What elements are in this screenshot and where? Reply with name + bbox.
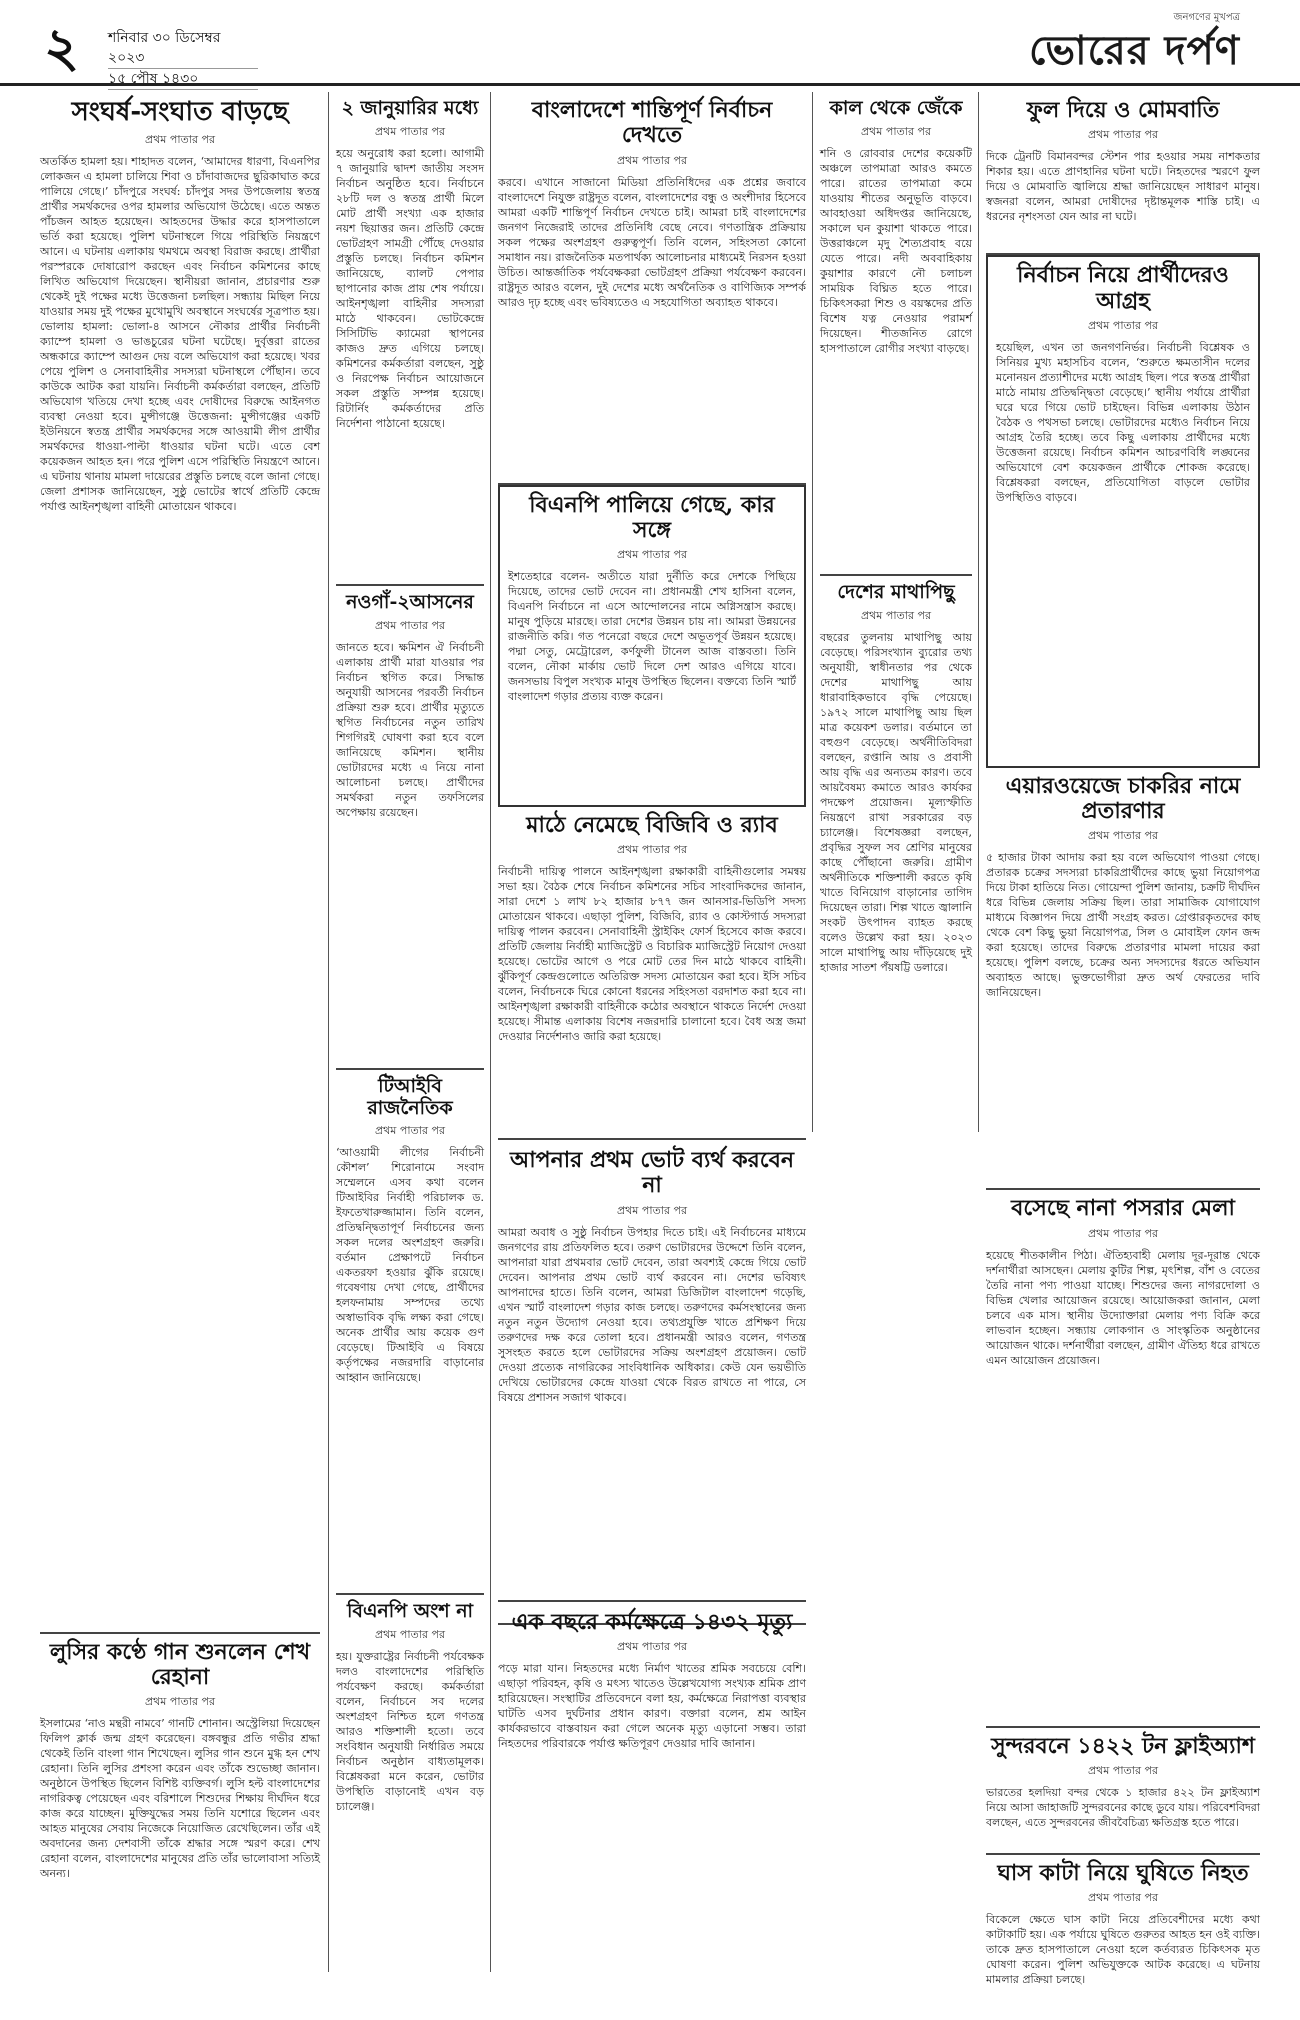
story-flowers-candles	[986, 92, 1260, 255]
story-body: ইসলামের ‘নাও মন্থরী নামবে’ গানটি শোনান। অস্ট্রেলিয়া দিয়েছেন ফিলিপ ক্লার্ক জন্ম গ্রহণ করেছেন। বঙ্গবন্ধুর প্রতি গভীর শ্রদ্ধা থেকেই তিনি বাংলা গান শিখেছেন। লুসির গান শুনে মুগ্ধ হন শেখ রেহানা। তিনি লুসির প্রশংসা করেন এবং তাঁকে শুভেচ্ছা জানান। অনুষ্ঠানে উপস্থিত ছিলেন বিশিষ্ট ব্যক্তিবর্গ। লুসি হল্ট বাংলাদেশের নাগরিকত্ব পেয়েছেন এবং বরিশালে শিশুদের শিক্ষায় দীর্ঘদিন ধরে কাজ করে যাচ্ছেন। মুক্তিযুদ্ধের সময় তিনি যশোরে ছিলেন এবং আহত মানুষের সেবায় নিজেকে নিয়োজিত রেখেছিলেন। তাঁর এই অবদানের জন্য দেশবাসী তাঁকে শ্রদ্ধার সঙ্গে স্মরণ করে। শেখ রেহানা বলেন, বাংলাদেশের মানুষের প্রতি তাঁর ভালোবাসা সত্যিই অনন্য।	[40, 1717, 320, 1881]
story-body: হয়েছে শীতকালীন পিঠা। ঐতিহ্যবাহী মেলায় দূর-দূরান্ত থেকে দর্শনার্থীরা আসছেন। মেলায় কুটির শিল্প, মৃৎশিল্প, বাঁশ ও বেতের তৈরি নানা পণ্য পাওয়া যাচ্ছে। শিশুদের জন্য নাগরদোলা ও বিভিন্ন খেলার আয়োজন রয়েছে। আয়োজকরা জানান, মেলা চলবে এক মাস। স্থানীয় উদ্যোক্তারা মেলায় পণ্য বিক্রি করে লাভবান হচ্ছেন। সন্ধ্যায় লোকগান ও সাংস্কৃতিক অনুষ্ঠানের আয়োজন থাকে। দর্শনার্থীরা বলছেন, গ্রামীণ ঐতিহ্য ধরে রাখতে এমন আয়োজন প্রয়োজন।	[986, 1248, 1260, 1367]
story-headline: ফুল দিয়ে ও মোমবাতি	[1026, 97, 1220, 123]
story-continuation: প্রথম পাতার পর	[616, 1640, 688, 1654]
story-body: হয়েছিল, এখন তা জনগণনির্ভর। নির্বাচনী বিশ্লেষক ও সিনিয়র মুখ্য মহাসচিব বলেন, ‘শুরুতে ক্ষমতাসীন দলের মনোনয়ন প্রত্যাশীদের মধ্যে আগ্রহ ছিল। পরে স্বতন্ত্র প্রার্থীরা মাঠে নামায় প্রতিদ্বন্দ্বিতা বেড়েছে।’ স্থানীয় পর্যায়ে প্রার্থীরা ঘরে ঘরে গিয়ে ভোট চাইছেন। বিভিন্ন এলাকায় উঠান বৈঠক ও পথসভা চলছে। ভোটারদের মধ্যেও নির্বাচন নিয়ে আগ্রহ তৈরি হচ্ছে। তবে কিছু এলাকায় প্রার্থীদের মধ্যে উত্তেজনা রয়েছে। নির্বাচন কমিশন আচরণবিধি লঙ্ঘনের অভিযোগে বেশ কয়েকজন প্রার্থীকে শোকজ করেছে। বিশ্লেষকরা বলছেন, প্রতিযোগিতা বাড়লে ভোটার উপস্থিতিও বাড়বে।	[996, 340, 1250, 504]
story-headline: কাল থেকে জেঁকে	[829, 97, 963, 119]
story-headline: এক বছরে কর্মক্ষেত্রে ১৪৩২ মৃত্যু	[511, 1609, 793, 1635]
story-airways-fraud	[986, 768, 1260, 1191]
story-headline: মাঠে নেমেছে বিজিবি ও র‌্যাব	[526, 812, 778, 839]
story-continuation: প্রথম পাতার পর	[374, 1628, 446, 1642]
story-continuation: প্রথম পাতার পর	[860, 608, 932, 622]
story-body: বিকেলে ক্ষেতে ঘাস কাটা নিয়ে প্রতিবেশীদের মধ্যে কথা কাটাকাটি হয়। এক পর্যায়ে ঘুষিতে গুরুতর আহত হন ওই ব্যক্তি। তাকে দ্রুত হাসপাতালে নেওয়া হলে কর্তব্যরত চিকিৎসক মৃত ঘোষণা করেন। পুলিশ অভিযুক্তকে আটক করেছে। এ ঘটনায় মামলার প্রক্রিয়া চলছে।	[986, 1913, 1260, 1987]
story-body: ৫ হাজার টাকা আদায় করা হয় বলে অভিযোগ পাওয়া গেছে। প্রতারক চক্রের সদস্যরা চাকরিপ্রার্থীদের কাছে ভুয়া নিয়োগপত্র দিয়ে টাকা হাতিয়ে নিত। গোয়েন্দা পুলিশ জানায়, চক্রটি দীর্ঘদিন ধরে বিভিন্ন জেলায় সক্রিয় ছিল। তারা সামাজিক যোগাযোগ মাধ্যমে বিজ্ঞাপন দিয়ে প্রার্থী সংগ্রহ করত। গ্রেপ্তারকৃতদের কাছ থেকে বেশ কিছু ভুয়া নিয়োগপত্র, সিল ও মোবাইল ফোন জব্দ করা হয়েছে। তাদের বিরুদ্ধে প্রতারণার মামলা দায়ের করা হয়েছে। পুলিশ বলছে, চক্রের অন্য সদস্যদের ধরতে অভিযান অব্যাহত আছে। ভুক্তভোগীরা দ্রুত অর্থ ফেরতের দাবি জানিয়েছেন।	[986, 851, 1260, 1000]
story-continuation: প্রথম পাতার পর	[1087, 1764, 1159, 1778]
story-body: নির্বাচনী দায়িত্ব পালনে আইনশৃঙ্খলা রক্ষাকারী বাহিনীগুলোর সমন্বয় সভা হয়। বৈঠক শেষে নির্বাচন কমিশনের সচিব সাংবাদিকদের জানান, সারা দেশে ১ লাখ ৮২ হাজার ৮৭৭ জন আনসার-ভিডিপি সদস্য মোতায়েন থাকবে। এছাড়া পুলিশ, বিজিবি, র‌্যাব ও কোস্টগার্ড সদস্যরা দায়িত্ব পালন করবেন। সেনাবাহিনী স্ট্রাইকিং ফোর্স হিসেবে কাজ করবে। প্রতিটি জেলায় নির্বাহী ম্যাজিস্ট্রেট ও বিচারিক ম্যাজিস্ট্রেট নিয়োগ দেওয়া হয়েছে। ভোটের আগে ও পরে মোট তের দিন মাঠে থাকবে বাহিনী। ঝুঁকিপূর্ণ কেন্দ্রগুলোতে অতিরিক্ত সদস্য মোতায়েন করা হবে। ইসি সচিব বলেন, নির্বাচনকে ঘিরে কোনো ধরনের সহিংসতা বরদাশত করা হবে না। আইনশৃঙ্খলা রক্ষাকারী বাহিনীকে কঠোর অবস্থানে থাকতে নির্দেশ দেওয়া হয়েছে। সীমান্ত এলাকায় বিশেষ নজরদারি চালানো হবে। বৈধ অস্ত্র জমা দেওয়ার নির্দেশনাও জারি করা হয়েছে।	[498, 865, 806, 1044]
story-candidates-interest	[986, 255, 1260, 768]
story-continuation: প্রথম পাতার পর	[616, 1203, 688, 1217]
story-sangharsha	[40, 92, 320, 1634]
brand-tagline: জনগণের মুখপত্র	[1173, 12, 1240, 23]
story-body: ইশতেহারে বলেন- অতীতে যারা দুর্নীতি করে দেশকে পিছিয়ে দিয়েছে, তাদের ভোট দেবেন না। প্রধানমন্ত্রী শেখ হাসিনা বলেন, বিএনপি নির্বাচনে না এসে আন্দোলনের নামে অগ্নিসন্ত্রাস করছে। মানুষ পুড়িয়ে মারছে। তারা দেশের উন্নয়ন চায় না। আমরা উন্নয়নের রাজনীতি করি। গত পনেরো বছরে দেশে অভূতপূর্ব উন্নয়ন হয়েছে। পদ্মা সেতু, মেট্রোরেল, কর্ণফুলী টানেল আজ বাস্তবতা। তিনি বলেন, নৌকা মার্কায় ভোট দিলে দেশ আরও এগিয়ে যাবে। জনসভায় বিপুল সংখ্যক মানুষ উপস্থিত ছিলেন। বক্তব্যে তিনি স্মার্ট বাংলাদেশ গড়ার প্রত্যয় ব্যক্ত করেন।	[508, 570, 796, 704]
story-body: বছরের তুলনায় মাথাপিছু আয় বেড়েছে। পরিসংখ্যান ব্যুরোর তথ্য অনুযায়ী, স্বাধীনতার পর থেকে দেশের মাথাপিছু আয় ধারাবাহিকভাবে বৃদ্ধি পেয়েছে। ১৯৭২ সালে মাথাপিছু আয় ছিল মাত্র কয়েকশ ডলার। বর্তমানে তা বহুগুণ বেড়েছে। অর্থনীতিবিদরা বলছেন, রপ্তানি আয় ও প্রবাসী আয় বৃদ্ধি এর অন্যতম কারণ। তবে আয়বৈষম্য কমাতে আরও কার্যকর পদক্ষেপ প্রয়োজন। মূল্যস্ফীতি নিয়ন্ত্রণে রাখা সরকারের বড় চ্যালেঞ্জ। বিশেষজ্ঞরা বলছেন, প্রবৃদ্ধির সুফল সব শ্রেণির মানুষের কাছে পৌঁছানো জরুরি। গ্রামীণ অর্থনীতিকে শক্তিশালী করতে কৃষি খাতে বিনিয়োগ বাড়ানোর তাগিদ দিয়েছেন তারা। শিল্প খাতে জ্বালানি সংকট উৎপাদন ব্যাহত করছে বলেও উল্লেখ করা হয়। ২০২৩ সালে মাথাপিছু আয় দাঁড়িয়েছে দুই হাজার সাতশ পঁয়ষট্টি ডলারে।	[820, 630, 972, 974]
column-rule	[978, 92, 979, 1132]
story-body: পড়ে মারা যান। নিহতদের মধ্যে নির্মাণ খাতের শ্রমিক সবচেয়ে বেশি। এছাড়া পরিবহন, কৃষি ও মৎস্য খাতেও উল্লেখযোগ্য সংখ্যক শ্রমিক প্রাণ হারিয়েছেন। সংস্থাটির প্রতিবেদনে বলা হয়, কর্মক্ষেত্রে নিরাপত্তা ব্যবস্থার ঘাটতি এসব দুর্ঘটনার প্রধান কারণ। বক্তারা বলেন, শ্রম আইন কার্যকরভাবে বাস্তবায়ন করা গেলে অনেক মৃত্যু এড়ানো সম্ভব। তারা নিহতদের পরিবারকে পর্যাপ্ত ক্ষতিপূরণ দেওয়ার দাবি জানান।	[498, 1662, 806, 1751]
story-continuation: প্রথম পাতার পর	[144, 132, 216, 146]
story-peaceful-election	[498, 92, 806, 485]
story-headline: লুসির কণ্ঠে গান শুনলেন শেখ রেহানা	[49, 1638, 311, 1691]
date-box	[108, 28, 258, 90]
story-continuation: প্রথম পাতার পর	[374, 124, 446, 138]
column-1	[40, 92, 320, 1972]
story-headline: এয়ারওয়েজে চাকরির নামে প্রতারণার	[1005, 772, 1241, 825]
date-gregorian: শনিবার ৩০ ডিসেম্বর ২০২৩	[108, 28, 258, 69]
column-5	[986, 92, 1260, 1987]
story-headline: বাংলাদেশে শান্তিপূর্ণ নির্বাচন দেখতে	[531, 97, 773, 149]
story-continuation: প্রথম পাতার পর	[374, 1124, 446, 1138]
column-2	[336, 92, 484, 1972]
story-body: আমরা অবাধ ও সুষ্ঠু নির্বাচন উপহার দিতে চাই। এই নির্বাচনের মাধ্যমে জনগণের রায় প্রতিফলিত হবে। তরুণ ভোটারদের উদ্দেশে তিনি বলেন, আপনারা যারা প্রথমবার ভোট দেবেন, তারা অবশ্যই কেন্দ্রে গিয়ে ভোট দেবেন। আপনার প্রথম ভোট ব্যর্থ করবেন না। দেশের ভবিষ্যৎ আপনাদের হাতে। তিনি বলেন, আমরা ডিজিটাল বাংলাদেশ গড়েছি, এখন স্মার্ট বাংলাদেশ গড়ার কাজ চলছে। তরুণদের কর্মসংস্থানের জন্য নতুন নতুন উদ্যোগ নেওয়া হবে। তথ্যপ্রযুক্তি খাতে প্রশিক্ষণ দিয়ে তরুণদের দক্ষ করে তোলা হবে। প্রধানমন্ত্রী আরও বলেন, গণতন্ত্র সুসংহত করতে হলে ভোটারদের সক্রিয় অংশগ্রহণ প্রয়োজন। ভোট দেওয়া প্রত্যেক নাগরিকের সাংবিধানিক অধিকার। কেউ যেন ভয়ভীতি দেখিয়ে ভোটারদের কেন্দ্রে যাওয়া থেকে বিরত রাখতে না পারে, সে বিষয়ে প্রশাসন সজাগ থাকবে।	[498, 1225, 806, 1404]
story-body: ‘আওয়ামী লীগের নির্বাচনী কৌশল’ শিরোনামে সংবাদ সম্মেলনে এসব কথা বলেন টিআইবির নির্বাহী পরিচালক ড. ইফতেখারুজ্জামান। তিনি বলেন, প্রতিদ্বন্দ্বিতাপূর্ণ নির্বাচনের জন্য সকল দলের অংশগ্রহণ জরুরি। বর্তমান প্রেক্ষাপটে নির্বাচন একতরফা হওয়ার ঝুঁকি রয়েছে। গবেষণায় দেখা গেছে, প্রার্থীদের হলফনামায় সম্পদের তথ্যে অস্বাভাবিক বৃদ্ধি লক্ষ্য করা গেছে। অনেক প্রার্থীর আয় কয়েক গুণ বেড়েছে। টিআইবি এ বিষয়ে কর্তৃপক্ষের নজরদারি বাড়ানোর আহ্বান জানিয়েছে।	[336, 1146, 484, 1385]
story-january	[336, 92, 484, 586]
column-rule	[328, 92, 329, 1972]
story-bnp-participation	[336, 1595, 484, 1822]
story-continuation: প্রথম পাতার পর	[616, 548, 688, 562]
story-headline: বিএনপি অংশ না	[346, 1600, 474, 1623]
story-grass-cutting	[986, 1855, 1260, 2020]
story-tib	[336, 1070, 484, 1596]
story-headline: ২ জানুয়ারির মধ্যে	[341, 97, 479, 119]
column-rule	[490, 92, 491, 1972]
date-bengali: ১৫ পৌষ ১৪৩০	[108, 69, 258, 90]
column-4	[820, 92, 972, 1972]
story-body: ভারতের হলদিয়া বন্দর থেকে ১ হাজার ৪২২ টন ফ্লাইঅ্যাশ নিয়ে আসা জাহাজটি সুন্দরবনের কাছে ডুবে যায়। পরিবেশবিদরা বলছেন, এতে সুন্দরবনের জীববৈচিত্র্য ক্ষতিগ্রস্ত হতে পারে।	[986, 1786, 1260, 1830]
page-header	[0, 0, 1300, 86]
story-continuation: প্রথম পাতার পর	[1087, 128, 1159, 142]
newspaper-brand	[1000, 10, 1240, 75]
story-headline: ঘাস কাটা নিয়ে ঘুষিতে নিহত	[997, 1860, 1249, 1887]
story-fair	[986, 1190, 1260, 1727]
story-bgb-rab	[498, 807, 806, 1052]
story-continuation: প্রথম পাতার পর	[1087, 829, 1159, 843]
story-continuation: প্রথম পাতার পর	[374, 618, 446, 632]
story-lucy	[40, 1634, 320, 1890]
story-sundarbans	[986, 1728, 1260, 1855]
story-naogaon	[336, 586, 484, 1070]
column-3	[498, 92, 806, 1132]
story-body: দিকে ট্রেনটি বিমানবন্দর স্টেশন পার হওয়ার সময় নাশকতার শিকার হয়। এতে প্রাণহানির ঘটনা ঘটে। নিহতদের স্মরণে ফুল দিয়ে ও মোমবাতি জ্বালিয়ে শ্রদ্ধা জানিয়েছেন সাধারণ মানুষ। স্বজনরা বলেন, আমরা দোষীদের দৃষ্টান্তমূলক শাস্তি চাই। এ ধরনের নৃশংসতা যেন আর না ঘটে।	[986, 150, 1260, 224]
story-headline: আপনার প্রথম ভোট ব্যর্থ করবেন না	[510, 1147, 794, 1199]
brand-logo: ভোরের দর্পণ	[1029, 27, 1240, 74]
story-continuation: প্রথম পাতার পর	[144, 1695, 216, 1709]
story-headline: সুন্দরবনে ১৪২২ টন ফ্লাইঅ্যাশ	[991, 1732, 1255, 1759]
story-headline: নির্বাচন নিয়ে প্রার্থীদেরও আগ্রহ	[1017, 262, 1229, 314]
story-body: জানতে হবে। ক্ষমিশন ঐ নির্বাচনী এলাকায় প্রার্থী মারা যাওয়ার পর নির্বাচন স্থগিত করে। সিদ্ধান্ত অনুযায়ী আসনের পরবর্তী নির্বাচন প্রক্রিয়া শুরু হবে। প্রার্থীর মৃত্যুতে স্থগিত নির্বাচনের নতুন তারিখ শিগগিরই ঘোষণা করা হবে বলে জানিয়েছে কমিশন। স্থানীয় ভোটারদের মধ্যে এ নিয়ে নানা আলোচনা চলছে। প্রার্থীদের সমর্থকরা নতুন তফসিলের অপেক্ষায় রয়েছেন।	[336, 640, 484, 819]
story-headline: নওগাঁ-২আসনের	[346, 590, 474, 613]
story-body: হয়ে অনুরোধ করা হলো। আগামী ৭ জানুয়ারি দ্বাদশ জাতীয় সংসদ নির্বাচন অনুষ্ঠিত হবে। নির্বাচনে ২৮টি দল ও স্বতন্ত্র প্রার্থী মিলে মোট প্রার্থী সংখ্যা এক হাজার নয়শ ছিয়াত্তর জন। প্রতিটি কেন্দ্রে ভোটগ্রহণ সামগ্রী পৌঁছে দেওয়ার প্রস্তুতি চলছে। নির্বাচন কমিশন জানিয়েছে, ব্যালট পেপার ছাপানোর কাজ প্রায় শেষ পর্যায়ে। আইনশৃঙ্খলা বাহিনীর সদস্যরা মাঠে থাকবেন। ভোটকেন্দ্রে সিসিটিভি ক্যামেরা স্থাপনের কাজও দ্রুত এগিয়ে চলছে। কমিশনের কর্মকর্তারা বলছেন, সুষ্ঠু ও নিরপেক্ষ নির্বাচন আয়োজনে সকল প্রস্তুতি সম্পন্ন হয়েছে। রিটার্নিং কর্মকর্তাদের প্রতি নির্দেশনা পাঠানো হয়েছে।	[336, 146, 484, 430]
story-headline: টিআইবি রাজনৈতিক	[367, 1074, 453, 1119]
story-headline: বিএনপি পালিয়ে গেছে, কার সঙ্গে	[529, 491, 775, 543]
story-body: অতর্কিত হামলা হয়। শাহাদত বলেন, ‘আমাদের ধারণা, বিএনপির লোকজন এ হামলা চালিয়ে শিবা ও চাঁদাবাজদের ছুরিকাঘাত করে পালিয়ে গেছে।’ চাঁদপুরে সংঘর্ষ: চাঁদপুর সদর উপজেলায় স্বতন্ত্র প্রার্থীর সমর্থকদের ওপর হামলার অভিযোগ উঠেছে। এতে অন্তত পাঁচজন আহত হয়েছেন। আহতদের উদ্ধার করে হাসপাতালে ভর্তি করা হয়েছে। পুলিশ ঘটনাস্থলে গিয়ে পরিস্থিতি নিয়ন্ত্রণে আনে। এ ঘটনায় এলাকায় থমথমে অবস্থা বিরাজ করছে। প্রার্থীরা পরস্পরকে দোষারোপ করছেন এবং নির্বাচন কমিশনের কাছে লিখিত অভিযোগ দিয়েছেন। স্থানীয়রা জানান, প্রচারণার শুরু থেকেই দুই পক্ষের মধ্যে উত্তেজনা চলছিল। সন্ধ্যায় মিছিল নিয়ে যাওয়ার সময় দুই পক্ষের মুখোমুখি অবস্থানে সংঘর্ষের সূত্রপাত হয়। ভোলায় হামলা: ভোলা-৪ আসনে নৌকার প্রার্থীর নির্বাচনী ক্যাম্পে হামলা ও ভাঙচুরের ঘটনা ঘটেছে। দুর্বৃত্তরা রাতের অন্ধকারে ক্যাম্পে আগুন দেয় বলে অভিযোগ করা হয়েছে। খবর পেয়ে পুলিশ ও সেনাবাহিনীর সদস্যরা ঘটনাস্থলে পৌঁছান। তবে কাউকে আটক করা যায়নি। নির্বাচনী কর্মকর্তারা বলছেন, প্রতিটি অভিযোগ খতিয়ে দেখা হচ্ছে এবং দোষীদের বিরুদ্ধে আইনগত ব্যবস্থা নেওয়া হবে। মুন্সীগঞ্জে উত্তেজনা: মুন্সীগঞ্জের একটি ইউনিয়নে স্বতন্ত্র প্রার্থীর সমর্থকদের সঙ্গে আওয়ামী লীগ প্রার্থীর সমর্থকদের ধাওয়া-পাল্টা ধাওয়ার ঘটনা ঘটে। এতে বেশ কয়েকজন আহত হন। পরে পুলিশ এসে পরিস্থিতি নিয়ন্ত্রণে আনে। এ ঘটনায় থানায় মামলা দায়েরের প্রস্তুতি চলছে বলে জানা গেছে। জেলা প্রশাসক জানিয়েছেন, সুষ্ঠু ভোটের স্বার্থে প্রতিটি কেন্দ্রে পর্যাপ্ত আইনশৃঙ্খলা বাহিনী মোতায়েন থাকবে।	[40, 154, 320, 513]
story-cold	[820, 92, 972, 576]
story-workplace-deaths	[498, 1600, 806, 1969]
story-headline: সংঘর্ষ-সংঘাত বাড়ছে	[71, 97, 289, 127]
story-bnp-fled	[498, 485, 806, 808]
page-number: ২	[44, 15, 80, 79]
story-body: করবে। এখানে সাজানো মিডিয়া প্রতিনিধিদের এক প্রশ্নের জবাবে বাংলাদেশে নিযুক্ত রাষ্ট্রদূত বলেন, বাংলাদেশের বন্ধু ও অংশীদার হিসেবে আমরা একটি শান্তিপূর্ণ নির্বাচন দেখতে চাই। আমরা চাই বাংলাদেশের জনগণ নিজেরাই তাদের প্রতিনিধি বেছে নেবে। গণতান্ত্রিক প্রক্রিয়ায় সকল পক্ষের অংশগ্রহণ গুরুত্বপূর্ণ। তিনি বলেন, সহিংসতা কোনো সমাধান নয়। রাজনৈতিক মতপার্থক্য আলোচনার মাধ্যমেই নিরসন হওয়া উচিত। আন্তর্জাতিক পর্যবেক্ষকরা ভোটগ্রহণ প্রক্রিয়া পর্যবেক্ষণ করবেন। রাষ্ট্রদূত আরও বলেন, দুই দেশের মধ্যে অর্থনৈতিক ও বাণিজ্যিক সম্পর্ক আরও দৃঢ় হচ্ছে এবং ভবিষ্যতেও এ সহযোগিতা অব্যাহত থাকবে।	[498, 175, 806, 309]
story-continuation: প্রথম পাতার পর	[1087, 318, 1159, 332]
story-continuation: প্রথম পাতার পর	[1087, 1891, 1159, 1905]
story-body: শনি ও রোববার দেশের কয়েকটি অঞ্চলে তাপমাত্রা আরও কমতে পারে। রাতের তাপমাত্রা কমে যাওয়ায় শীতের অনুভূতি বাড়বে। আবহাওয়া অধিদপ্তর জানিয়েছে, সকালে ঘন কুয়াশা থাকতে পারে। উত্তরাঞ্চলে মৃদু শৈত্যপ্রবাহ বয়ে যেতে পারে। নদী অববাহিকায় কুয়াশার কারণে নৌ চলাচল সাময়িক বিঘ্নিত হতে পারে। চিকিৎসকরা শিশু ও বয়স্কদের প্রতি বিশেষ যত্ন নেওয়ার পরামর্শ দিয়েছেন। শীতজনিত রোগে হাসপাতালে রোগীর সংখ্যা বাড়ছে।	[820, 146, 972, 355]
story-headline: দেশের মাথাপিছু	[837, 580, 955, 603]
story-continuation: প্রথম পাতার পর	[616, 843, 688, 857]
story-first-vote	[498, 1138, 806, 1625]
story-continuation: প্রথম পাতার পর	[1087, 1226, 1159, 1240]
story-body: হয়। যুক্তরাষ্ট্রের নির্বাচনী পর্যবেক্ষক দলও বাংলাদেশের পরিস্থিতি পর্যবেক্ষণ করছে। কর্মকর্তারা বলেন, নির্বাচনে সব দলের অংশগ্রহণ নিশ্চিত হলে গণতন্ত্র আরও শক্তিশালী হতো। তবে সংবিধান অনুযায়ী নির্ধারিত সময়ে নির্বাচন অনুষ্ঠান বাধ্যতামূলক। বিশ্লেষকরা মনে করেন, ভোটার উপস্থিতি বাড়ানোই এখন বড় চ্যালেঞ্জ।	[336, 1650, 484, 1814]
story-continuation: প্রথম পাতার পর	[616, 153, 688, 167]
story-per-capita	[820, 576, 972, 1968]
column-rule	[812, 92, 813, 1132]
story-continuation: প্রথম পাতার পর	[860, 124, 932, 138]
story-headline: বসেছে নানা পসরার মেলা	[1011, 1195, 1235, 1222]
